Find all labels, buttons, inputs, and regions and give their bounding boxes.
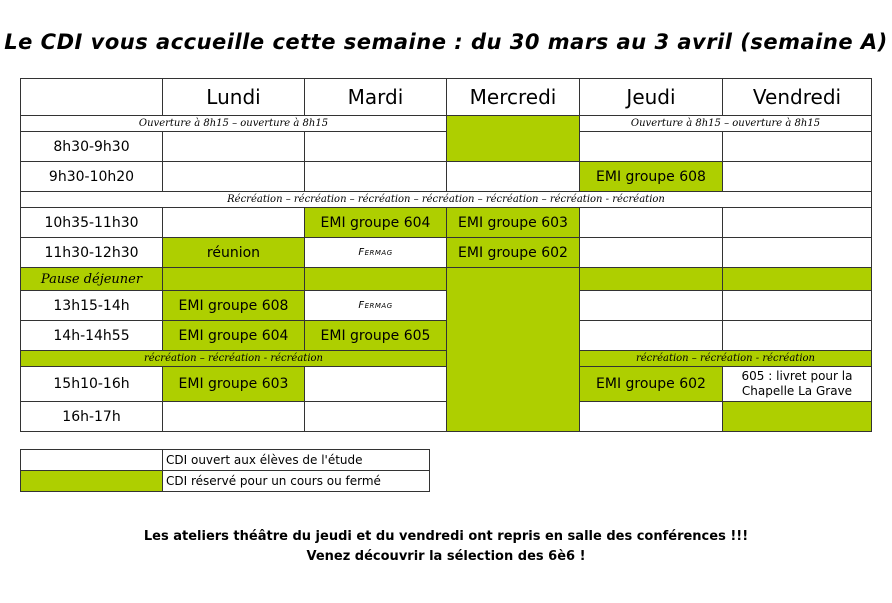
cell-reserved: réunion bbox=[163, 238, 305, 268]
cell-empty bbox=[723, 238, 872, 268]
legend-label-reserved: CDI réservé pour un cours ou fermé bbox=[163, 471, 430, 492]
cell-reserved: EMI groupe 605 bbox=[305, 321, 447, 351]
table-row bbox=[21, 162, 872, 192]
break-note-row bbox=[21, 351, 872, 367]
cell-empty bbox=[580, 132, 723, 162]
lunch-row bbox=[21, 268, 872, 291]
day-header-vendredi: Vendredi bbox=[723, 79, 872, 116]
slot-label: 10h35-11h30 bbox=[21, 208, 163, 238]
cell-empty bbox=[163, 208, 305, 238]
slot-label: 9h30-10h20 bbox=[21, 162, 163, 192]
cell-empty bbox=[723, 208, 872, 238]
cell-reserved: EMI groupe 603 bbox=[163, 367, 305, 402]
cell-empty bbox=[163, 132, 305, 162]
cell-reserved: EMI groupe 604 bbox=[305, 208, 447, 238]
opening-note-row bbox=[21, 116, 872, 132]
slot-label: 16h-17h bbox=[21, 402, 163, 432]
page-title: Le CDI vous accueille cette semaine : du 30 mars au 3 avril (semaine A) bbox=[4, 30, 888, 54]
opening-note-left: Ouverture à 8h15 – ouverture à 8h15 bbox=[21, 116, 447, 132]
legend-swatch-open bbox=[21, 450, 163, 471]
day-header-mardi: Mardi bbox=[305, 79, 447, 116]
break-note-morning: Récréation – récréation – récréation – récréation – récréation – récréation - récréation bbox=[21, 192, 872, 208]
header-row bbox=[21, 79, 872, 116]
opening-note-right: Ouverture à 8h15 – ouverture à 8h15 bbox=[580, 116, 872, 132]
cell-reserved bbox=[163, 268, 305, 291]
break-note-afternoon-left: récréation – récréation - récréation bbox=[21, 351, 447, 367]
legend-swatch-reserved bbox=[21, 471, 163, 492]
cell-fermag: Fermag bbox=[305, 238, 447, 268]
table-row bbox=[21, 132, 872, 162]
cell-reserved bbox=[723, 268, 872, 291]
cell-empty bbox=[305, 402, 447, 432]
cell-reserved: EMI groupe 608 bbox=[580, 162, 723, 192]
cell-reserved bbox=[305, 268, 447, 291]
footer-line-2: Venez découvrir la sélection des 6è6 ! bbox=[306, 549, 586, 564]
cell-empty bbox=[723, 291, 872, 321]
day-header-mercredi: Mercredi bbox=[447, 79, 580, 116]
cell-empty bbox=[723, 162, 872, 192]
cell-empty bbox=[580, 208, 723, 238]
cell-fermag: Fermag bbox=[305, 291, 447, 321]
schedule-table bbox=[20, 78, 872, 432]
legend-label-open: CDI ouvert aux élèves de l'étude bbox=[163, 450, 430, 471]
slot-label: 8h30-9h30 bbox=[21, 132, 163, 162]
cell-empty bbox=[580, 402, 723, 432]
cell-empty bbox=[305, 367, 447, 402]
table-row bbox=[21, 238, 872, 268]
cell-note: 605 : livret pour la Chapelle La Grave bbox=[723, 367, 872, 402]
cell-reserved bbox=[723, 402, 872, 432]
break-note-afternoon-right: récréation – récréation - récréation bbox=[580, 351, 872, 367]
mercredi-afternoon-closed bbox=[447, 268, 580, 432]
cell-empty bbox=[163, 402, 305, 432]
mercredi-morning-closed bbox=[447, 116, 580, 162]
table-row bbox=[21, 367, 872, 402]
table-row bbox=[21, 291, 872, 321]
cell-empty bbox=[580, 321, 723, 351]
cell-reserved: EMI groupe 604 bbox=[163, 321, 305, 351]
legend-table bbox=[20, 449, 430, 492]
table-row bbox=[21, 208, 872, 238]
cell-empty bbox=[305, 132, 447, 162]
footer-line-1: Les ateliers théâtre du jeudi et du vendredi ont repris en salle des conférences !!! bbox=[143, 529, 749, 544]
cell-empty bbox=[580, 238, 723, 268]
cell-empty bbox=[723, 321, 872, 351]
footer-announcement bbox=[0, 527, 892, 567]
cell-reserved: EMI groupe 608 bbox=[163, 291, 305, 321]
slot-label: 15h10-16h bbox=[21, 367, 163, 402]
cell-reserved: EMI groupe 602 bbox=[447, 238, 580, 268]
cell-empty bbox=[723, 132, 872, 162]
slot-label: 11h30-12h30 bbox=[21, 238, 163, 268]
cell-empty bbox=[580, 291, 723, 321]
day-header-jeudi: Jeudi bbox=[580, 79, 723, 116]
slot-label: 14h-14h55 bbox=[21, 321, 163, 351]
cell-reserved: EMI groupe 603 bbox=[447, 208, 580, 238]
table-row bbox=[21, 321, 872, 351]
legend-row-open bbox=[21, 450, 430, 471]
cell-empty bbox=[163, 162, 305, 192]
cell-empty bbox=[447, 162, 580, 192]
day-header-lundi: Lundi bbox=[163, 79, 305, 116]
cell-empty bbox=[305, 162, 447, 192]
legend-row-reserved bbox=[21, 471, 430, 492]
table-row bbox=[21, 402, 872, 432]
break-note-row bbox=[21, 192, 872, 208]
slot-label: 13h15-14h bbox=[21, 291, 163, 321]
cell-reserved bbox=[580, 268, 723, 291]
cell-reserved: EMI groupe 602 bbox=[580, 367, 723, 402]
lunch-label: Pause déjeuner bbox=[21, 268, 163, 291]
corner-cell bbox=[21, 79, 163, 116]
